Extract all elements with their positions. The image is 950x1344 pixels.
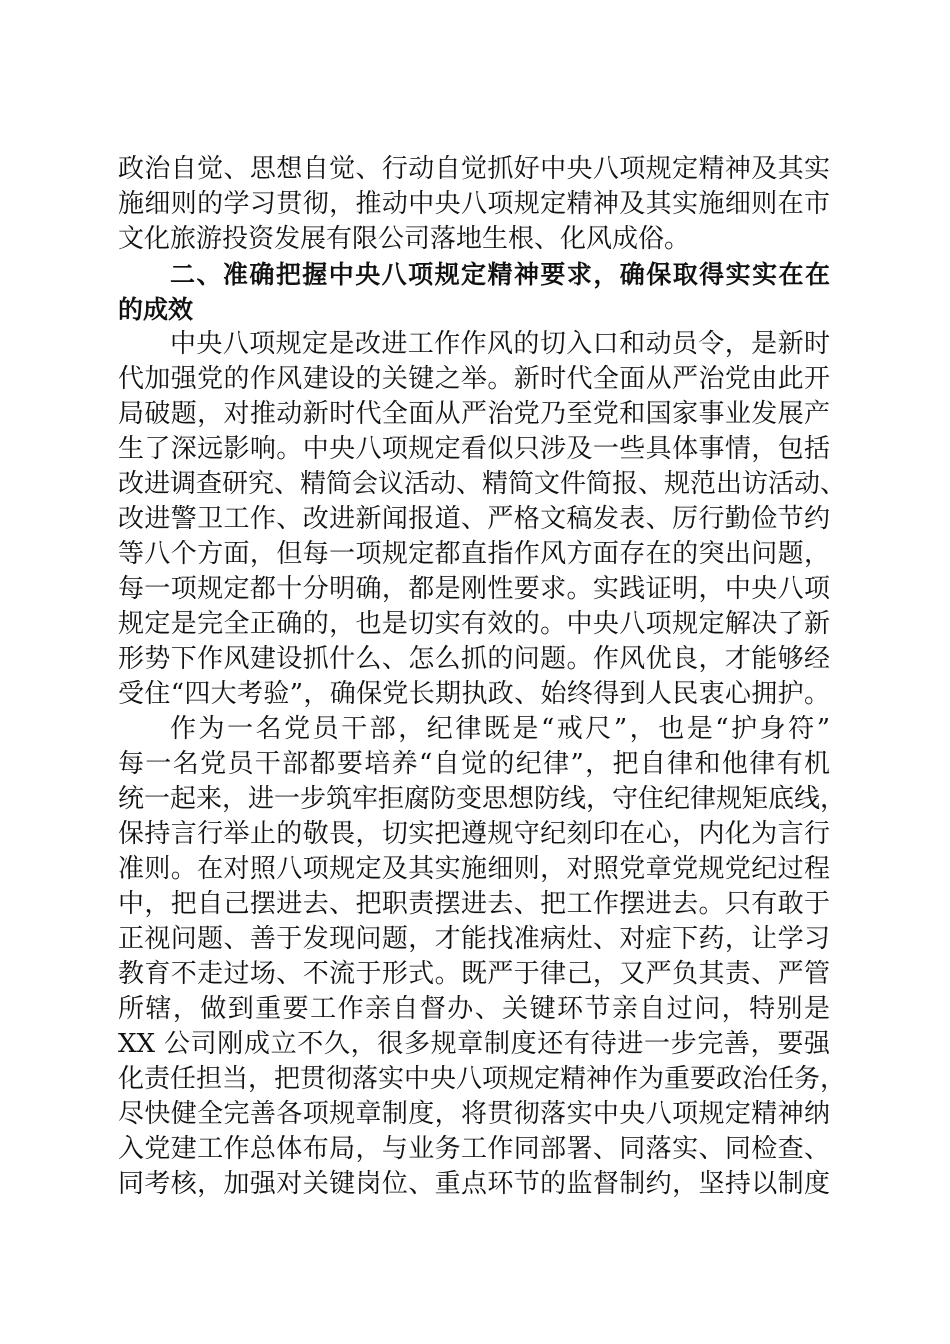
text-line: 受住“四大考验”，确保党长期执政、始终得到人民衷心拥护。 bbox=[118, 679, 830, 709]
text-line: 教育不走过场、不流于形式。既严于律己，又严负其责、严管 bbox=[118, 959, 830, 989]
text-line: 作为一名党员干部，纪律既是“戒尺”，也是“护身符” bbox=[170, 714, 830, 744]
text-line: 中，把自己摆进去、把职责摆进去、把工作摆进去。只有敢于 bbox=[118, 889, 830, 919]
text-line: 文化旅游投资发展有限公司落地生根、化风成俗。 bbox=[118, 224, 691, 254]
text-line: 局破题，对推动新时代全面从严治党乃至党和国家事业发展产 bbox=[118, 399, 830, 429]
paragraph-party-discipline bbox=[118, 712, 847, 1202]
text-line: 保持言行举止的敬畏，切实把遵规守纪刻印在心，内化为言行 bbox=[118, 819, 830, 849]
text-line: 同考核，加强对关键岗位、重点环节的监督制约，坚持以制度 bbox=[118, 1169, 830, 1199]
text-line: XX 公司刚成立不久，很多规章制度还有待进一步完善，要强 bbox=[118, 1029, 830, 1059]
text-line: 每一名党员干部都要培养“自觉的纪律”，把自律和他律有机 bbox=[118, 749, 830, 779]
text-line: 化责任担当，把贯彻落实中央八项规定精神作为重要政治任务， bbox=[118, 1064, 847, 1094]
text-line: 入党建工作总体布局，与业务工作同部署、同落实、同检查、 bbox=[118, 1134, 830, 1164]
text-line: 生了深远影响。中央八项规定看似只涉及一些具体事情，包括 bbox=[118, 434, 830, 464]
text-line: 所辖，做到重要工作亲自督办、关键环节亲自过问，特别是 bbox=[118, 994, 830, 1024]
text-line: 正视问题、善于发现问题，才能找准病灶、对症下药，让学习 bbox=[118, 924, 830, 954]
text-line: 规定是完全正确的，也是切实有效的。中央八项规定解决了新 bbox=[118, 609, 830, 639]
text-line: 政治自觉、思想自觉、行动自觉抓好中央八项规定精神及其实 bbox=[118, 154, 830, 184]
text-line: 改进调查研究、精简会议活动、精简文件简报、规范出访活动、 bbox=[118, 469, 847, 499]
text-line: 改进警卫工作、改进新闻报道、严格文稿发表、厉行勤俭节约 bbox=[118, 504, 830, 534]
heading-line: 的成效 bbox=[118, 295, 194, 324]
text-line: 统一起来，进一步筑牢拒腐防变思想防线，守住纪律规矩底线， bbox=[118, 784, 847, 814]
text-line: 中央八项规定是改进工作作风的切入口和动员令，是新时 bbox=[170, 329, 830, 359]
text-line: 尽快健全完善各项规章制度，将贯彻落实中央八项规定精神纳 bbox=[118, 1099, 830, 1129]
heading-line: 二、准确把握中央八项规定精神要求，确保取得实实在在 bbox=[170, 260, 830, 289]
text-line: 准则。在对照八项规定及其实施细则，对照党章党规党纪过程 bbox=[118, 854, 830, 884]
document-body bbox=[118, 152, 847, 1202]
section-heading bbox=[118, 257, 830, 327]
text-line: 形势下作风建设抓什么、怎么抓的问题。作风优良，才能够经 bbox=[118, 644, 830, 674]
paragraph-eight-rules bbox=[118, 327, 847, 712]
text-line: 施细则的学习贯彻，推动中央八项规定精神及其实施细则在市 bbox=[118, 189, 830, 219]
text-line: 每一项规定都十分明确，都是刚性要求。实践证明，中央八项 bbox=[118, 574, 830, 604]
text-line: 等八个方面，但每一项规定都直指作风方面存在的突出问题， bbox=[118, 539, 830, 569]
text-line: 代加强党的作风建设的关键之举。新时代全面从严治党由此开 bbox=[118, 364, 830, 394]
paragraph-continuation bbox=[118, 152, 830, 257]
